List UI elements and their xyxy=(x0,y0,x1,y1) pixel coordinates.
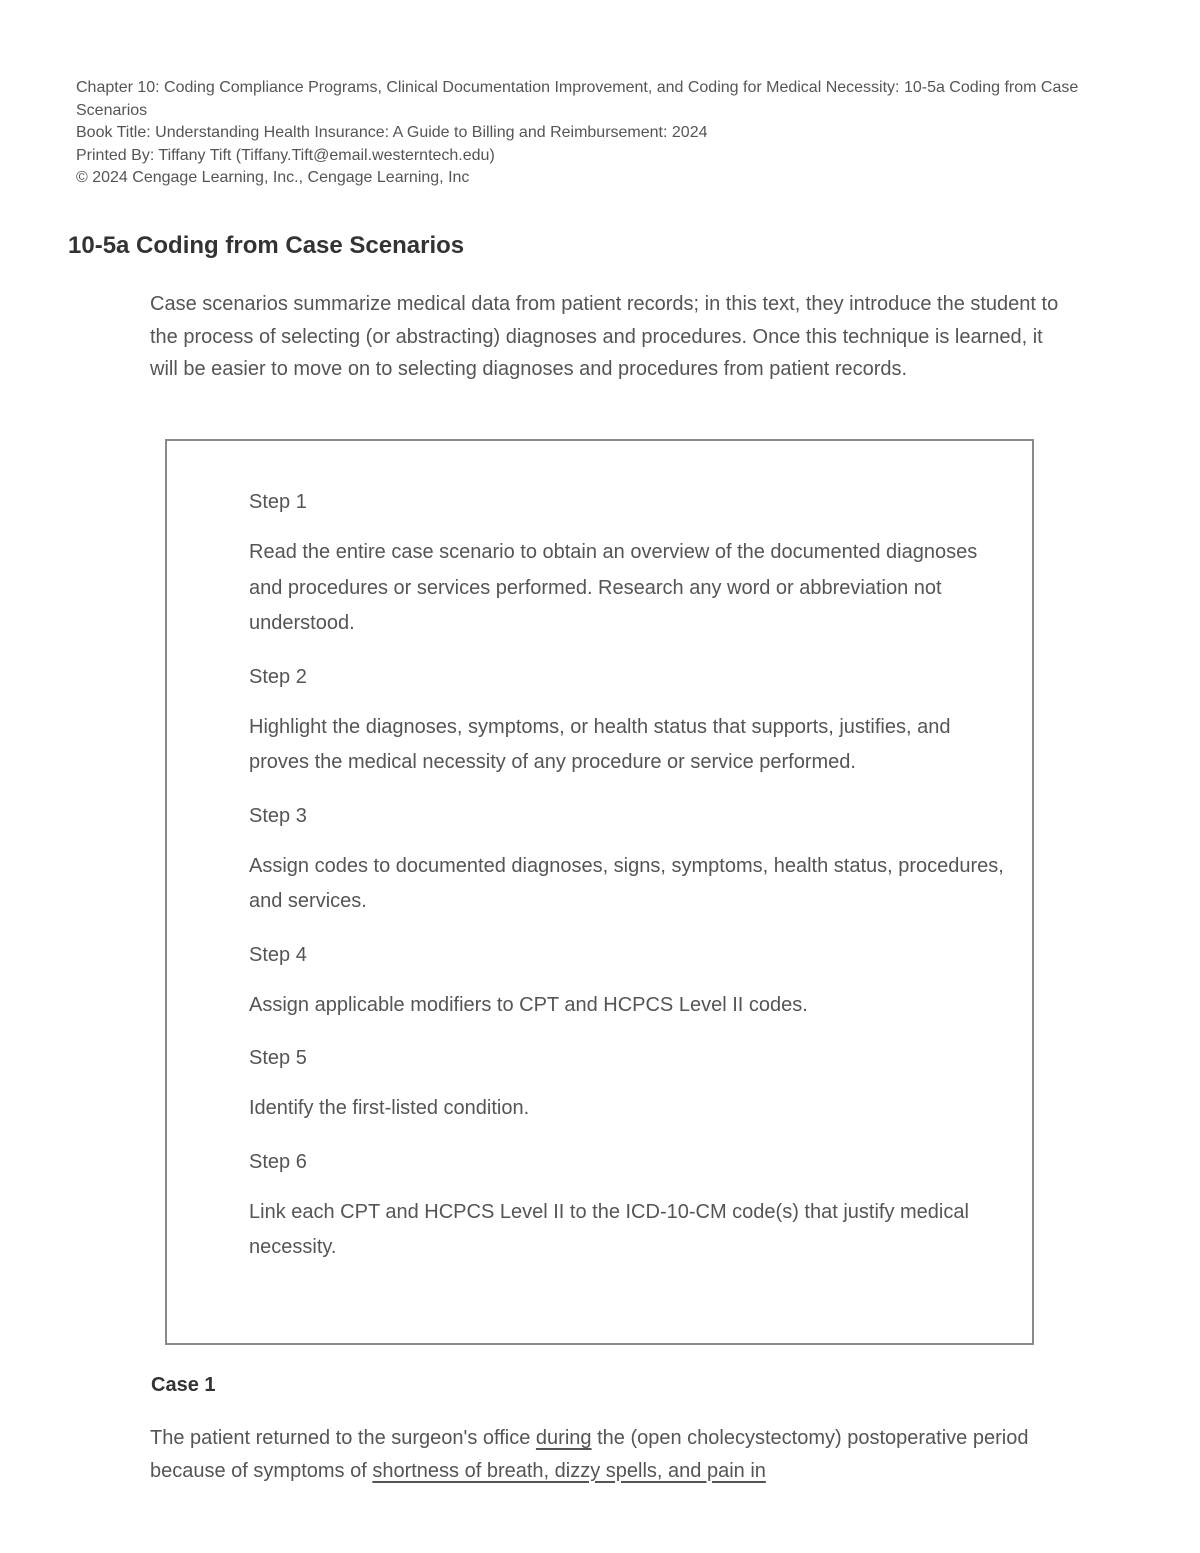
step-5 xyxy=(249,1041,1009,1127)
printed-by-line: Printed By: Tiffany Tift (Tiffany.Tift@email.westerntech.edu) xyxy=(76,146,495,164)
case-1-text-part: the (open cholecystectomy) postoperative period because of symptoms of xyxy=(150,1427,1029,1482)
step-4 xyxy=(249,938,1009,1024)
step-label: Step 5 xyxy=(249,1047,307,1069)
step-label: Step 1 xyxy=(249,491,307,513)
step-1 xyxy=(249,485,1009,642)
copyright-line: © 2024 Cengage Learning, Inc., Cengage Learning, Inc xyxy=(76,169,470,186)
steps-list xyxy=(249,485,1009,1284)
step-label: Step 3 xyxy=(249,804,307,827)
step-text: Identify the first-listed condition. xyxy=(249,1097,530,1119)
step-text: Assign applicable modifiers to CPT and HCPCS Level II codes. xyxy=(249,993,808,1016)
step-label: Step 6 xyxy=(249,1150,307,1173)
step-6 xyxy=(249,1145,1009,1266)
case-1-title: Case 1 xyxy=(151,1374,216,1396)
document-header xyxy=(76,77,1116,190)
step-label: Step 2 xyxy=(249,665,307,688)
step-2 xyxy=(249,660,1009,781)
step-3 xyxy=(249,799,1009,920)
chapter-line: Chapter 10: Coding Compliance Programs, Clinical Documentation Improvement, and Coding for Medical Necessity: 10-5a Coding from Case Scenarios xyxy=(76,79,1079,119)
step-text: Read the entire case scenario to obtain an overview of the documented diagnoses and procedures or services performed. Research any word or abbreviation not understood. xyxy=(249,541,978,634)
intro-paragraph: Case scenarios summarize medical data from patient records; in this text, they introduce the student to the process of selecting (or abstracting) diagnoses and procedures. Once this technique is learned, it will be easier to move on to selecting diagnoses and procedures from patient records. xyxy=(150,293,1059,380)
step-label: Step 4 xyxy=(249,943,307,966)
book-title-line: Book Title: Understanding Health Insurance: A Guide to Billing and Reimbursement: 2024 xyxy=(76,124,708,141)
step-text: Link each CPT and HCPCS Level II to the ICD-10-CM code(s) that justify medical necessity. xyxy=(249,1200,969,1258)
section-title: 10-5a Coding from Case Scenarios xyxy=(68,232,465,259)
steps-box xyxy=(165,439,1034,1345)
case-1-text-part: The patient returned to the surgeon's office xyxy=(150,1427,536,1449)
step-text: Highlight the diagnoses, symptoms, or health status that supports, justifies, and proves the medical necessity of any procedure or service performed. xyxy=(249,715,951,773)
case-1-text xyxy=(150,1422,1070,1487)
underlined-text: shortness of breath, dizzy spells, and pain in xyxy=(372,1459,766,1482)
underlined-text: during xyxy=(535,1427,592,1449)
step-text: Assign codes to documented diagnoses, signs, symptoms, health status, procedures, and services. xyxy=(249,854,1004,912)
